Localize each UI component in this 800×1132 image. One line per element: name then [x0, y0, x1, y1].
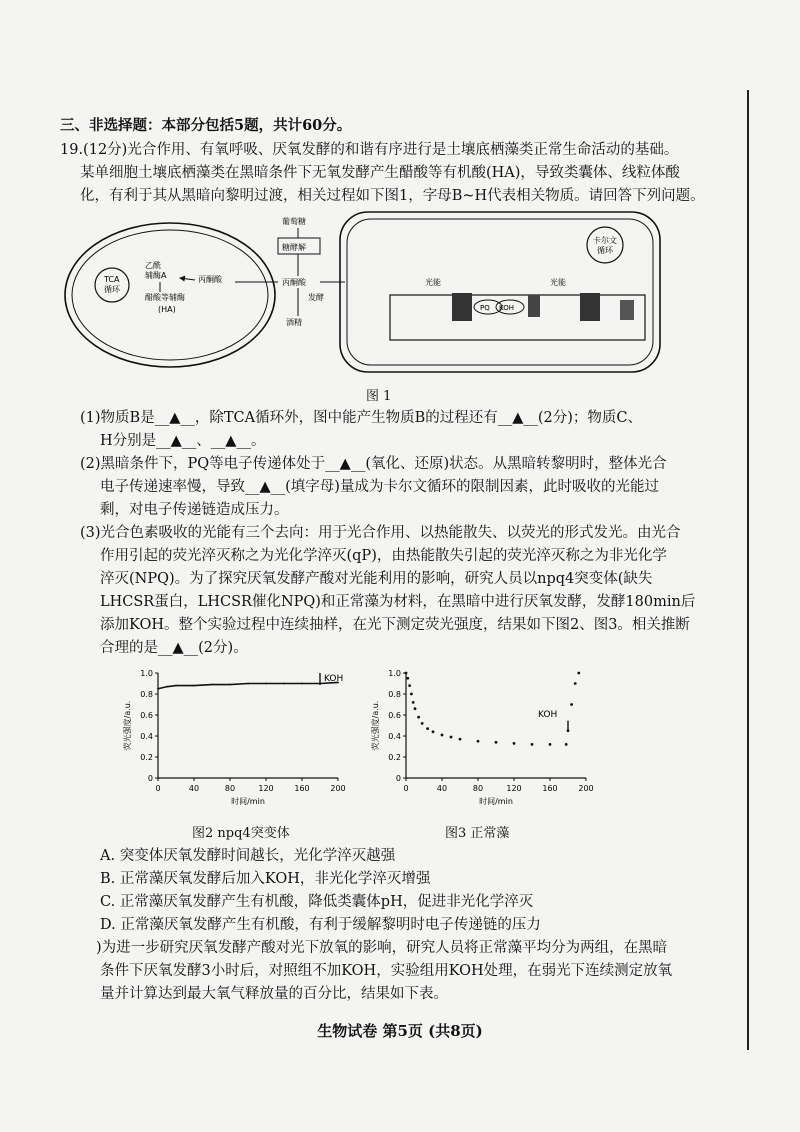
calvin-label: 卡尔文: [593, 236, 617, 245]
sub3-line-3: 淬灭(NPQ)。为了探究厌氧发酵产酸对光能利用的影响，研究人员以npq4突变体(缺失: [100, 571, 653, 587]
data-point: [265, 683, 267, 685]
ha-label: (HA): [158, 305, 176, 314]
y-tick-label: 0.6: [140, 711, 153, 720]
glucose-label: 葡萄糖: [282, 217, 306, 226]
sub1-line-2: H分别是__▲__、__▲__。: [100, 433, 266, 449]
data-point: [193, 685, 195, 687]
sub1-line-1: (1)物质B是__▲__，除TCA循环外，图中能产生物质B的过程还有__▲__(2分)；物质C、: [80, 410, 643, 426]
sub3-line-1: (3)光合色素吸收的光能有三个去向：用于光合作用、以热能散失、以荧光的形式发光。由光合: [80, 525, 681, 541]
data-point: [412, 701, 415, 704]
figure-2-chart: [120, 665, 360, 815]
y-tick-label: 0.4: [140, 732, 153, 741]
y-tick-label: 0: [147, 774, 153, 783]
x-tick-label: 40: [188, 784, 200, 793]
page-footer: 生物试卷 第5页 (共8页): [317, 1022, 483, 1040]
sub3-line-2: 作用引起的荧光淬灭称之为光化学淬灭(qP)，由热能散失引起的荧光淬灭称之为非光化学: [100, 548, 667, 564]
x-tick-label: 200: [330, 784, 346, 793]
data-point: [247, 683, 249, 685]
y-tick-label: 1.0: [140, 669, 153, 678]
x-tick-label: 160: [542, 784, 558, 793]
data-point: [570, 703, 573, 706]
fermentation-label: 发酵: [308, 293, 324, 302]
x-tick-label: 120: [258, 784, 274, 793]
sub2-line-1: (2)黑暗条件下，PQ等电子传递体处于__▲__(氧化、还原)状态。从黑暗转黎明时，整体光合: [80, 456, 667, 472]
y-tick-label: 0.2: [388, 753, 401, 762]
data-point: [577, 672, 580, 675]
x-axis-label: 时间/min: [479, 797, 513, 806]
option-b: B. 正常藻厌氧发酵后加入KOH，非光化学淬灭增强: [100, 871, 431, 887]
data-point: [408, 684, 411, 687]
data-point: [495, 741, 498, 744]
data-point: [426, 727, 429, 730]
koh-annotation: KOH: [538, 709, 558, 720]
data-point: [157, 688, 159, 690]
data-point: [406, 677, 409, 680]
y-tick-label: 0.6: [388, 711, 401, 720]
data-point: [565, 743, 568, 746]
sub3-line-4: LHCSR蛋白，LHCSR催化NPQ)和正常藻为材料，在黑暗中进行厌氧发酵，发酵180min后: [100, 594, 696, 610]
data-point: [531, 743, 534, 746]
q19-intro-line-3: 化，有利于其从黑暗向黎明过渡，相关过程如下图1，字母B~H代表相关物质。请回答下列问题。: [80, 188, 705, 204]
glycolysis-label: 糖酵解: [282, 243, 306, 252]
data-point: [410, 693, 413, 696]
data-point: [211, 684, 213, 686]
margin-rule: [747, 90, 749, 1050]
option-a: A. 突变体厌氧发酵时间越长，光化学淬灭越强: [100, 848, 396, 864]
light-energy-1-label: 光能: [425, 278, 441, 287]
data-point: [166, 686, 168, 688]
acetic-coa-label: 醋酸等辅酶: [145, 293, 185, 302]
x-tick-label: 120: [506, 784, 522, 793]
x-tick-label: 40: [436, 784, 448, 793]
data-point: [574, 682, 577, 685]
data-point: [459, 738, 462, 741]
data-point: [175, 685, 177, 687]
sub3-line-6: 合理的是__▲__(2分)。: [100, 640, 248, 656]
data-point: [432, 730, 435, 733]
figure-3-caption: 图3 正常藻: [445, 826, 510, 841]
sub2-line-2: 电子传递速率慢，导致__▲__(填字母)量成为卡尔文循环的限制因素，此时吸收的光能过: [100, 479, 659, 495]
option-c: C. 正常藻厌氧发酵产生有机酸，降低类囊体pH，促进非光化学淬灭: [100, 894, 534, 910]
x-tick-label: 0: [403, 784, 409, 793]
data-point: [549, 743, 552, 746]
figure-2-caption: 图2 npq4突变体: [192, 826, 290, 841]
data-point: [441, 734, 444, 737]
section-heading: 三、非选择题：本部分包括5题，共计60分。: [60, 117, 352, 134]
q19-intro-line-1: 19.(12分)光合作用、有氧呼吸、厌氧发酵的和谐有序进行是土壤底栖藻类正常生命活动的基础。: [60, 142, 679, 158]
data-point: [229, 684, 231, 686]
sub3-line-5: 添加KOH。整个实验过程中连续抽样，在光下测定荧光强度，结果如下图2、图3。相关推断: [100, 617, 690, 633]
x-tick-label: 0: [155, 784, 161, 793]
figure-1-diagram: [60, 200, 680, 400]
pq-label: PQ: [480, 304, 490, 312]
x-tick-label: 80: [472, 784, 484, 793]
y-axis-label: 荧光强度/a.u.: [371, 700, 380, 751]
data-point: [417, 716, 420, 719]
y-tick-label: 1.0: [388, 669, 401, 678]
x-axis-label: 时间/min: [231, 797, 265, 806]
data-point: [477, 740, 480, 743]
sub2-line-3: 剩，对电子传递链造成压力。: [100, 502, 289, 518]
q19-intro-line-2: 某单细胞土壤底栖藻类在黑暗条件下无氧发酵产生醋酸等有机酸(HA)，导致类囊体、线粒体酸: [80, 165, 680, 181]
data-point: [405, 672, 408, 675]
figure-1-caption: 图 1: [366, 389, 392, 404]
y-tick-label: 0.8: [140, 690, 153, 699]
figure-3-chart: [368, 665, 608, 815]
data-point: [513, 742, 516, 745]
koh-diagram-label: KOH: [499, 304, 514, 312]
data-point: [301, 683, 303, 685]
calvin-cycle-label: 循环: [597, 246, 613, 255]
option-d: D. 正常藻厌氧发酵产生有机酸，有利于缓解黎明时电子传递链的压力: [100, 917, 541, 933]
data-point: [414, 707, 417, 710]
coa-label: 辅酶A: [145, 271, 167, 280]
pyruvate2-label: 丙酮酸: [282, 278, 306, 287]
y-tick-label: 0.8: [388, 690, 401, 699]
y-tick-label: 0.2: [140, 753, 153, 762]
pyruvate-label: 丙酮酸: [198, 275, 222, 284]
y-tick-label: 0.4: [388, 732, 401, 741]
y-axis-label: 荧光强度/a.u.: [123, 700, 132, 751]
tca-label: TCA: [104, 275, 120, 284]
x-tick-label: 160: [294, 784, 310, 793]
y-tick-label: 0: [395, 774, 401, 783]
acetyl-label: 乙酰: [145, 261, 161, 270]
data-point: [283, 683, 285, 685]
x-tick-label: 80: [224, 784, 236, 793]
ethanol-label: 酒精: [286, 318, 302, 327]
data-point: [421, 722, 424, 725]
x-tick-label: 200: [578, 784, 594, 793]
koh-annotation: KOH: [324, 674, 344, 684]
sub4-line-2: 条件下厌氧发酵3小时后，对照组不加KOH，实验组用KOH处理，在弱光下连续测定放氧: [100, 963, 673, 979]
sub4-line-3: 量并计算达到最大氧气释放量的百分比，结果如下表。: [100, 986, 448, 1002]
data-point: [450, 736, 453, 739]
light-energy-2-label: 光能: [550, 278, 566, 287]
tca-cycle-label: 循环: [104, 285, 120, 294]
sub4-line-1: )为进一步研究厌氧发酵产酸对光下放氧的影响，研究人员将正常藻平均分为两组，在黑暗: [96, 940, 668, 956]
